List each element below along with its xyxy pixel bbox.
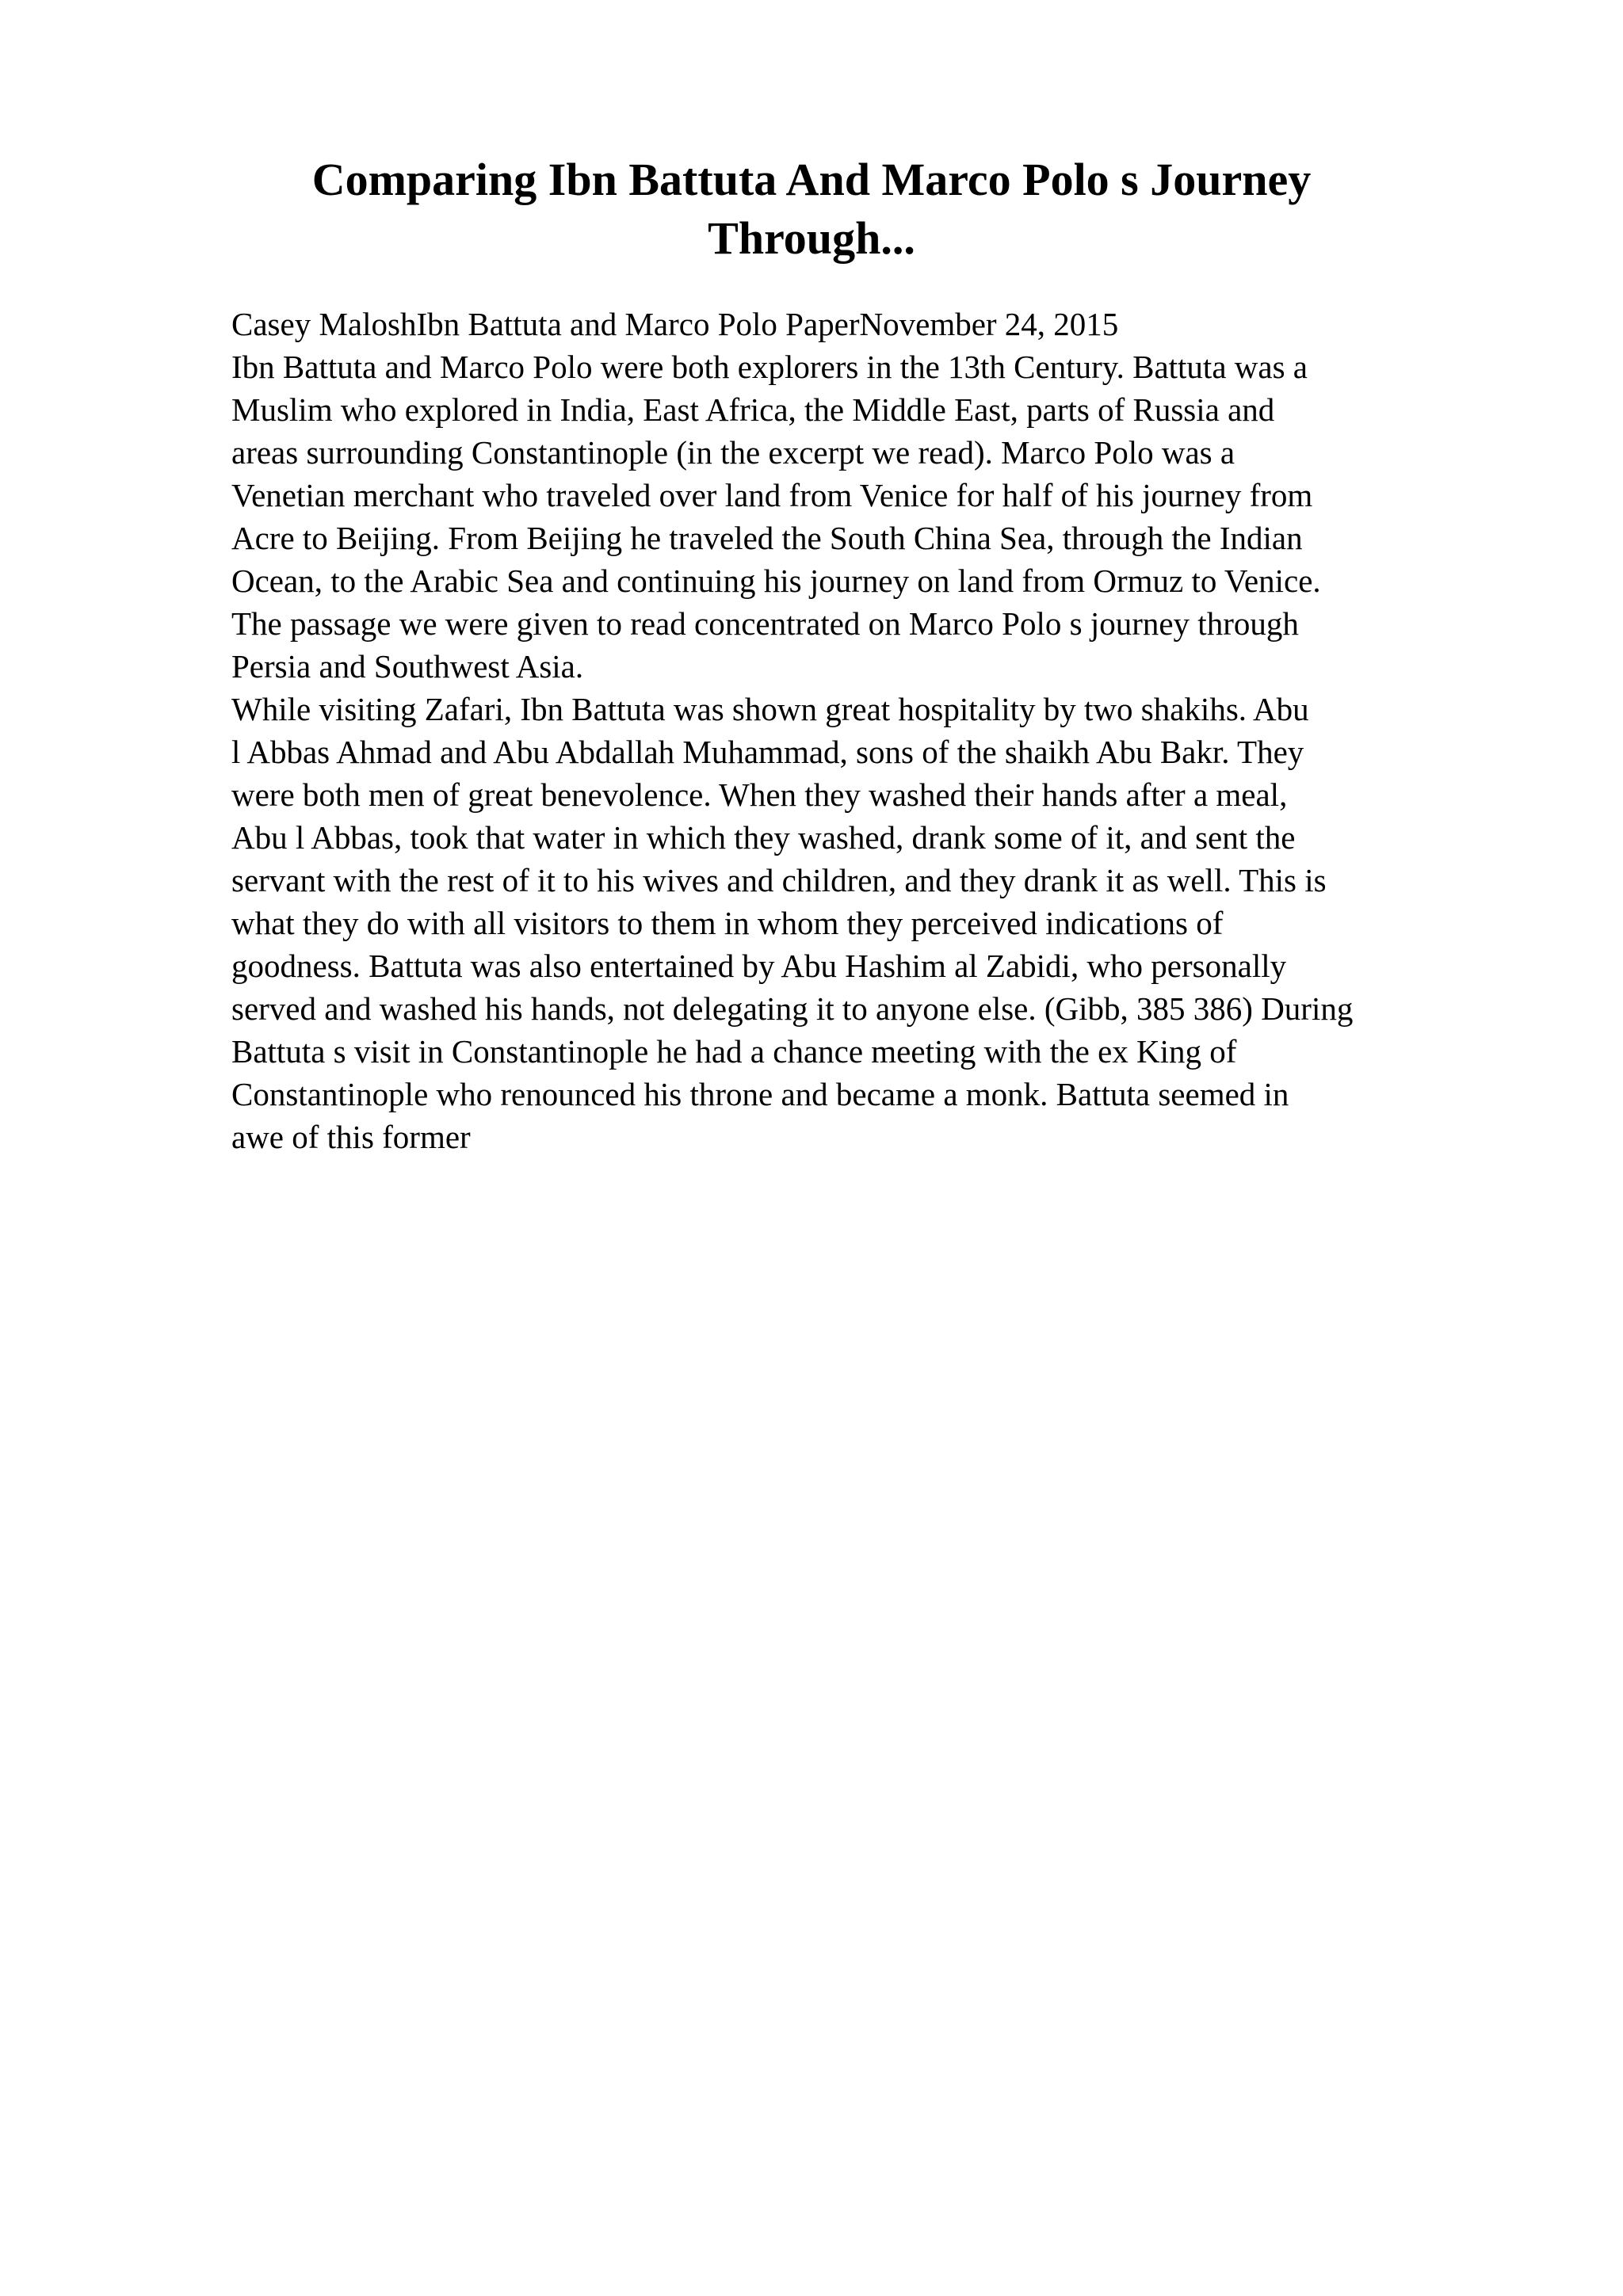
body-line: l Abbas Ahmad and Abu Abdallah Muhammad, sons of the shaikh Abu Bakr. They <box>231 734 1304 770</box>
body-line: Persia and Southwest Asia. <box>231 648 584 685</box>
body-line: what they do with all visitors to them in whom they perceived indications of <box>231 905 1224 941</box>
body-line: Constantinople who renounced his throne and became a monk. Battuta seemed in <box>231 1076 1289 1112</box>
body-line: Battuta s visit in Constantinople he had a chance meeting with the ex King of <box>231 1033 1237 1070</box>
body-line: goodness. Battuta was also entertained by Abu Hashim al Zabidi, who personally <box>231 948 1287 984</box>
document-body <box>231 303 1531 1158</box>
document-title <box>238 151 1385 268</box>
body-line: served and washed his hands, not delegating it to anyone else. (Gibb, 385 386) During <box>231 990 1354 1027</box>
body-line: The passage we were given to read concentrated on Marco Polo s journey through <box>231 605 1299 642</box>
body-line: Ocean, to the Arabic Sea and continuing his journey on land from Ormuz to Venice. <box>231 563 1321 599</box>
body-line: Muslim who explored in India, East Africa, the Middle East, parts of Russia and <box>231 391 1275 428</box>
body-line: Ibn Battuta and Marco Polo were both explorers in the 13th Century. Battuta was a <box>231 349 1308 385</box>
body-line: areas surrounding Constantinople (in the excerpt we read). Marco Polo was a <box>231 434 1235 471</box>
body-line: awe of this former <box>231 1119 471 1155</box>
author-date-line: Casey MaloshIbn Battuta and Marco Polo PaperNovember 24, 2015 <box>231 306 1119 342</box>
body-line: Venetian merchant who traveled over land from Venice for half of his journey from <box>231 477 1313 513</box>
body-line: While visiting Zafari, Ibn Battuta was shown great hospitality by two shakihs. Abu <box>231 691 1309 727</box>
title-line: Through... <box>708 212 915 264</box>
body-line: were both men of great benevolence. When they washed their hands after a meal, <box>231 776 1288 813</box>
body-line: servant with the rest of it to his wives and children, and they drank it as well. This is <box>231 862 1327 898</box>
title-line: Comparing Ibn Battuta And Marco Polo s Journey <box>311 154 1312 205</box>
body-line: Acre to Beijing. From Beijing he traveled the South China Sea, through the Indian <box>231 520 1303 556</box>
body-line: Abu l Abbas, took that water in which they washed, drank some of it, and sent the <box>231 819 1296 856</box>
